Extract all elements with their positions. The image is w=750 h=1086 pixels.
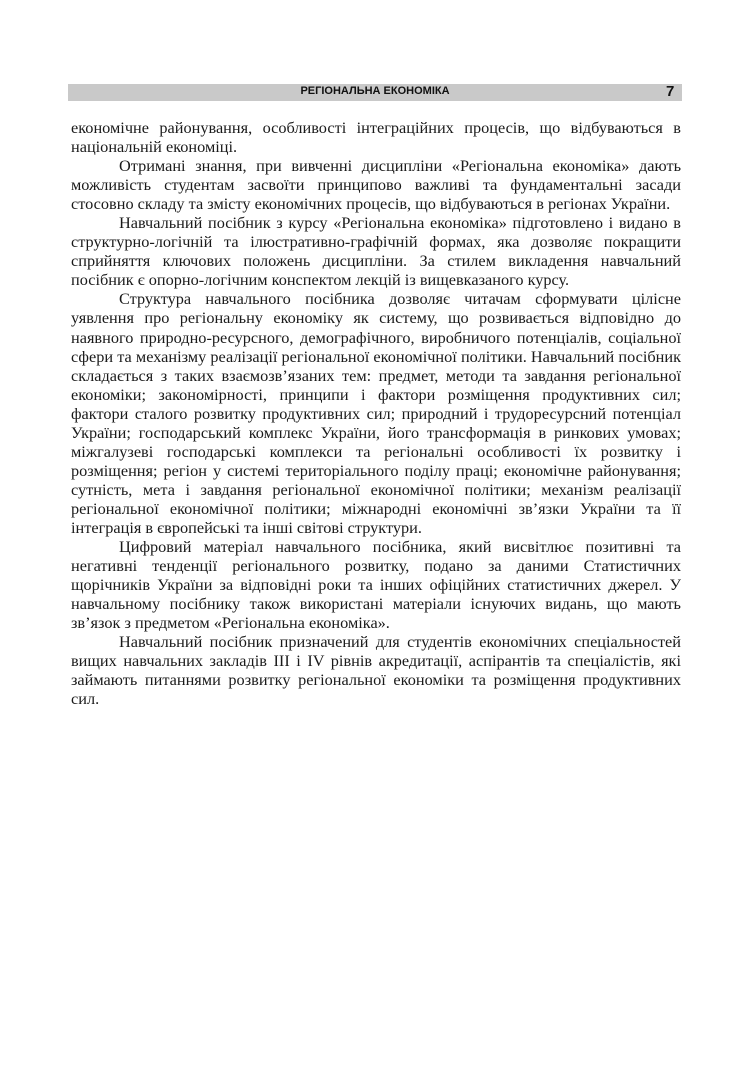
paragraph: Навчальний посібник з курсу «Регіональна економіка» підготовлено і видано в структурно-логічній та ілюстративно-графічній формах, яка дозволяє покращити сприйняття ключових положень дисципліни. За стилем викладення навчальний посібник є опорно-логічним конспектом лекцій із вищевказаного курсу. <box>71 213 681 290</box>
paragraph-continued: економічне районування, особливості інтеграційних процесів, що відбуваються в національній економіці. <box>71 118 681 157</box>
running-header-title: РЕГІОНАЛЬНА ЕКОНОМІКА <box>300 85 450 97</box>
paragraph: Цифровий матеріал навчального посібника, який висвітлює позитивні та негативні тенденції регіонального розвитку, подано за даними Статистичних щорічників України за відповідні роки та інших офіційних статистичних джерел. У навчальному посібнику також використані матеріали існуючих видань, що мають зв’язок з предметом «Регіональна економіка». <box>71 537 681 633</box>
paragraph: Отримані знання, при вивченні дисципліни «Регіональна економіка» дають можливість студентам засвоїти принципово важливі та фундаментальні засади стосовно складу та змісту економічних процесів, що відбуваються в регіонах України. <box>71 156 681 214</box>
running-header <box>68 84 682 101</box>
paragraph: Структура навчального посібника дозволяє читачам сформувати цілісне уявлення про регіональну економіку як систему, що розвивається відповідно до наявного природно-ресурсного, демографічного, виробничого потенціалів, соціальної сфери та механізму реалізації регіональної економічної політики. Навчальний посібник складається з таких взаємозв’язаних тем: предмет, методи та завдання регіональної економіки; закономірності, принципи і фактори розміщення продуктивних сил; фактори сталого розвитку продуктивних сил; природний і трудоресурсний потенціал України; господарський комплекс України, його трансформація в ринкових умовах; міжгалузеві господарські комплекси та регіональні особливості їх розвитку і розміщення; регіон у системі територіального поділу праці; економічне районування; сутність, мета і завдання регіональної економічної політики; механізм реалізації регіональної економічної політики; міжнародні економічні зв’язки України та її інтеграція в європейські та інші світові структури. <box>71 289 681 537</box>
paragraph: Навчальний посібник призначений для студентів економічних спеціальностей вищих навчальних закладів III і IV рівнів акредитації, аспірантів та спеціалістів, які займають питаннями розвитку регіональної економіки та розміщення продуктивних сил. <box>71 632 681 709</box>
page-number: 7 <box>666 83 675 100</box>
page-body <box>71 118 681 708</box>
